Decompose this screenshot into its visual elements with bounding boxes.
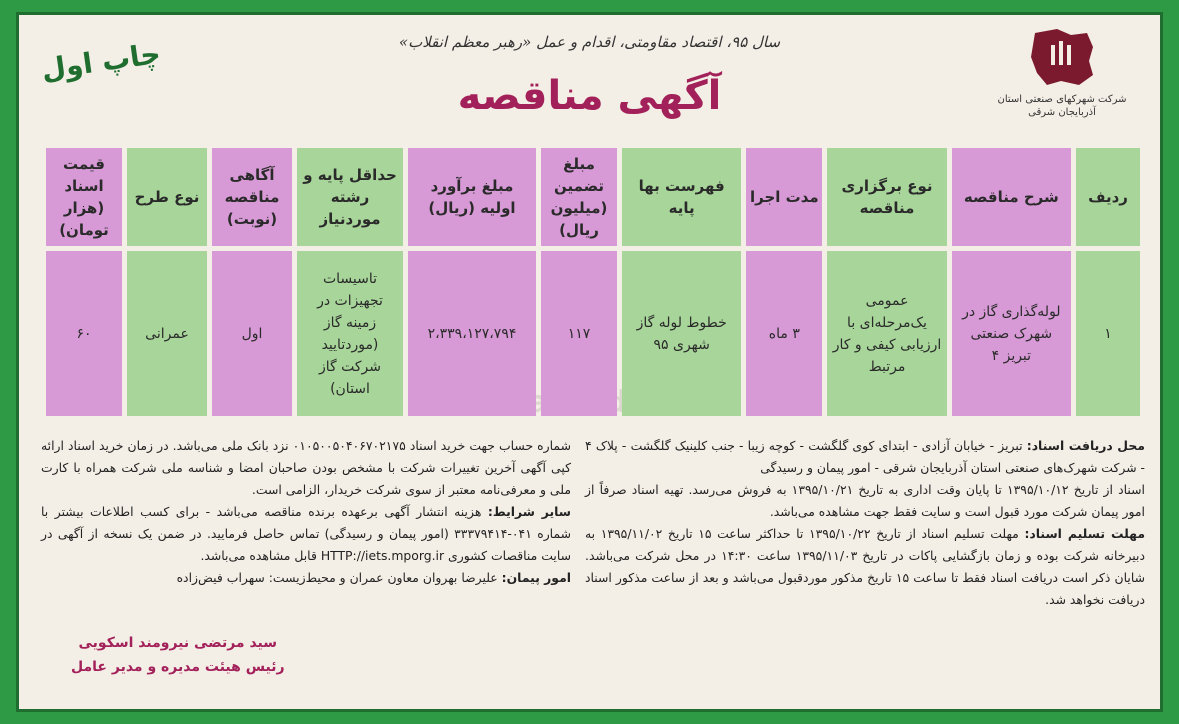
other-paragraph <box>41 501 571 567</box>
contract-text: علیرضا بهروان معاون عمران و محیط‌زیست: سهراب فیض‌زاده <box>176 570 498 585</box>
contract-label: امور پیمان: <box>501 570 571 585</box>
header-cell: آگاهی مناقصه (نوبت) <box>212 148 292 246</box>
other-label: سایر شرایط: <box>487 504 571 519</box>
page-title: آگهی مناقصه <box>457 73 722 119</box>
body-right-column <box>585 435 1145 611</box>
ad-body <box>41 435 1145 705</box>
table-row <box>46 251 1140 416</box>
header-cell: نوع برگزاری مناقصه <box>827 148 946 246</box>
signature-block <box>71 631 285 679</box>
row-cell: ۱ <box>1076 251 1140 416</box>
sale-paragraph: اسناد از تاریخ ۱۳۹۵/۱۰/۱۲ تا پایان وقت اداری به تاریخ ۱۳۹۵/۱۰/۲۱ به فروش می‌رسد. تهیه اسناد صرفاً از امور پیمان شرکت مورد قبول است و سایت فقط جهت مشاهده می‌باشد. <box>585 482 1145 519</box>
signer-role: رئیس هیئت مدیره و مدیر عامل <box>71 659 285 675</box>
row-cell: ۶۰ <box>46 251 122 416</box>
row-cell: اول <box>212 251 292 416</box>
header-cell: قیمت اسناد (هزار تومان) <box>46 148 122 246</box>
row-cell: ۱۱۷ <box>541 251 617 416</box>
header-cell: شرح مناقصه <box>952 148 1071 246</box>
header <box>19 15 1160 145</box>
row-cell: عمرانی <box>127 251 207 416</box>
receive-label: محل دریافت اسناد: <box>1026 438 1145 453</box>
year-motto: سال ۹۵، اقتصاد مقاومتی، اقدام و عمل «رهبر معظم انقلاب» <box>398 33 781 51</box>
account-paragraph: شماره حساب جهت خرید اسناد ۰۱۰۵۰۰۵۰۴۰۶۷۰۲۱۷۵ نزد بانک ملی می‌باشد. در زمان خرید اسناد ارائه کپی آگهی آخرین تغییرات شرکت با مشخص بودن صاحبان امضا و شناسه ملی شرکت همراه با کارت ملی و معرفی‌نامه معتبر از سوی شرکت خریدار، الزامی است. <box>41 438 571 497</box>
signer-name: سید مرتضی نیرومند اسکویی <box>78 635 278 651</box>
org-name-2: آذربایجان شرقی <box>1028 107 1096 118</box>
row-cell: خطوط لوله گاز شهری ۹۵ <box>622 251 741 416</box>
header-cell: حداقل پایه و رشته موردنیاز <box>297 148 403 246</box>
print-badge: چاپ اول <box>39 36 163 87</box>
receive-paragraph <box>585 435 1145 479</box>
row-cell: لوله‌گذاری گاز در شهرک صنعتی تبریز ۴ <box>952 251 1071 416</box>
deadline-paragraph <box>585 523 1145 611</box>
header-cell: نوع طرح <box>127 148 207 246</box>
header-cell: مبلغ برآورد اولیه (ریال) <box>408 148 536 246</box>
row-cell: تاسیسات تجهیزات در زمینه گاز (موردتایید شرکت گاز استان) <box>297 251 403 416</box>
deadline-label: مهلت تسلیم اسناد: <box>1024 526 1145 541</box>
tender-table <box>41 143 1145 421</box>
header-cell: مبلغ تضمین (میلیون ریال) <box>541 148 617 246</box>
header-cell: ردیف <box>1076 148 1140 246</box>
row-cell: عمومی یک‌مرحله‌ای با ارزیابی کیفی و کار مرتبط <box>827 251 946 416</box>
deadline-text: مهلت تسلیم اسناد از تاریخ ۱۳۹۵/۱۰/۲۲ تا حداکثر ساعت ۱۵ تاریخ ۱۳۹۵/۱۱/۰۲ به دبیرخانه شرکت بوده و زمان بازگشایی پاکات در تاریخ ۱۳۹۵/۱۱/۰۳ ساعت ۱۴:۳۰ در محل شرکت می‌باشد. شایان ذکر است دریافت اسناد فقط تا ساعت ۱۵ تاریخ مذکور موردقبول می‌باشد و بعد از ساعت مذکور اسناد دریافت نخواهد شد. <box>585 526 1145 607</box>
body-left-column <box>41 435 571 589</box>
ad-frame <box>16 12 1163 712</box>
row-cell: ۲،۳۳۹،۱۲۷،۷۹۴ <box>408 251 536 416</box>
receive-text: تبریز - خیابان آزادی - ابتدای کوی گلگشت - کوچه زیبا - جنب کلینیک گلگشت - پلاک ۴ - شرکت شهرک‌های صنعتی استان آذربایجان شرقی - امور پیمان و رسیدگی <box>585 438 1145 475</box>
table-header-row <box>46 148 1140 246</box>
header-cell: مدت اجرا <box>746 148 822 246</box>
other-text: هزینه انتشار آگهی برعهده برنده مناقصه می‌باشد - برای کسب اطلاعات بیشتر با شماره ۰۴۱-۳۳۳۷۹۴۱۴ (امور پیمان و رسیدگی) تماس حاصل فرمایید. در ضمن یک نسخه از آگهی در سایت مناقصات کشوری HTTP://iets.mporg.ir قابل مشاهده می‌باشد. <box>41 504 571 563</box>
org-name-1: شرکت شهرکهای صنعتی استان <box>997 94 1127 105</box>
header-cell: فهرست بها پایه <box>622 148 741 246</box>
contract-paragraph <box>41 567 571 589</box>
row-cell: ۳ ماه <box>746 251 822 416</box>
